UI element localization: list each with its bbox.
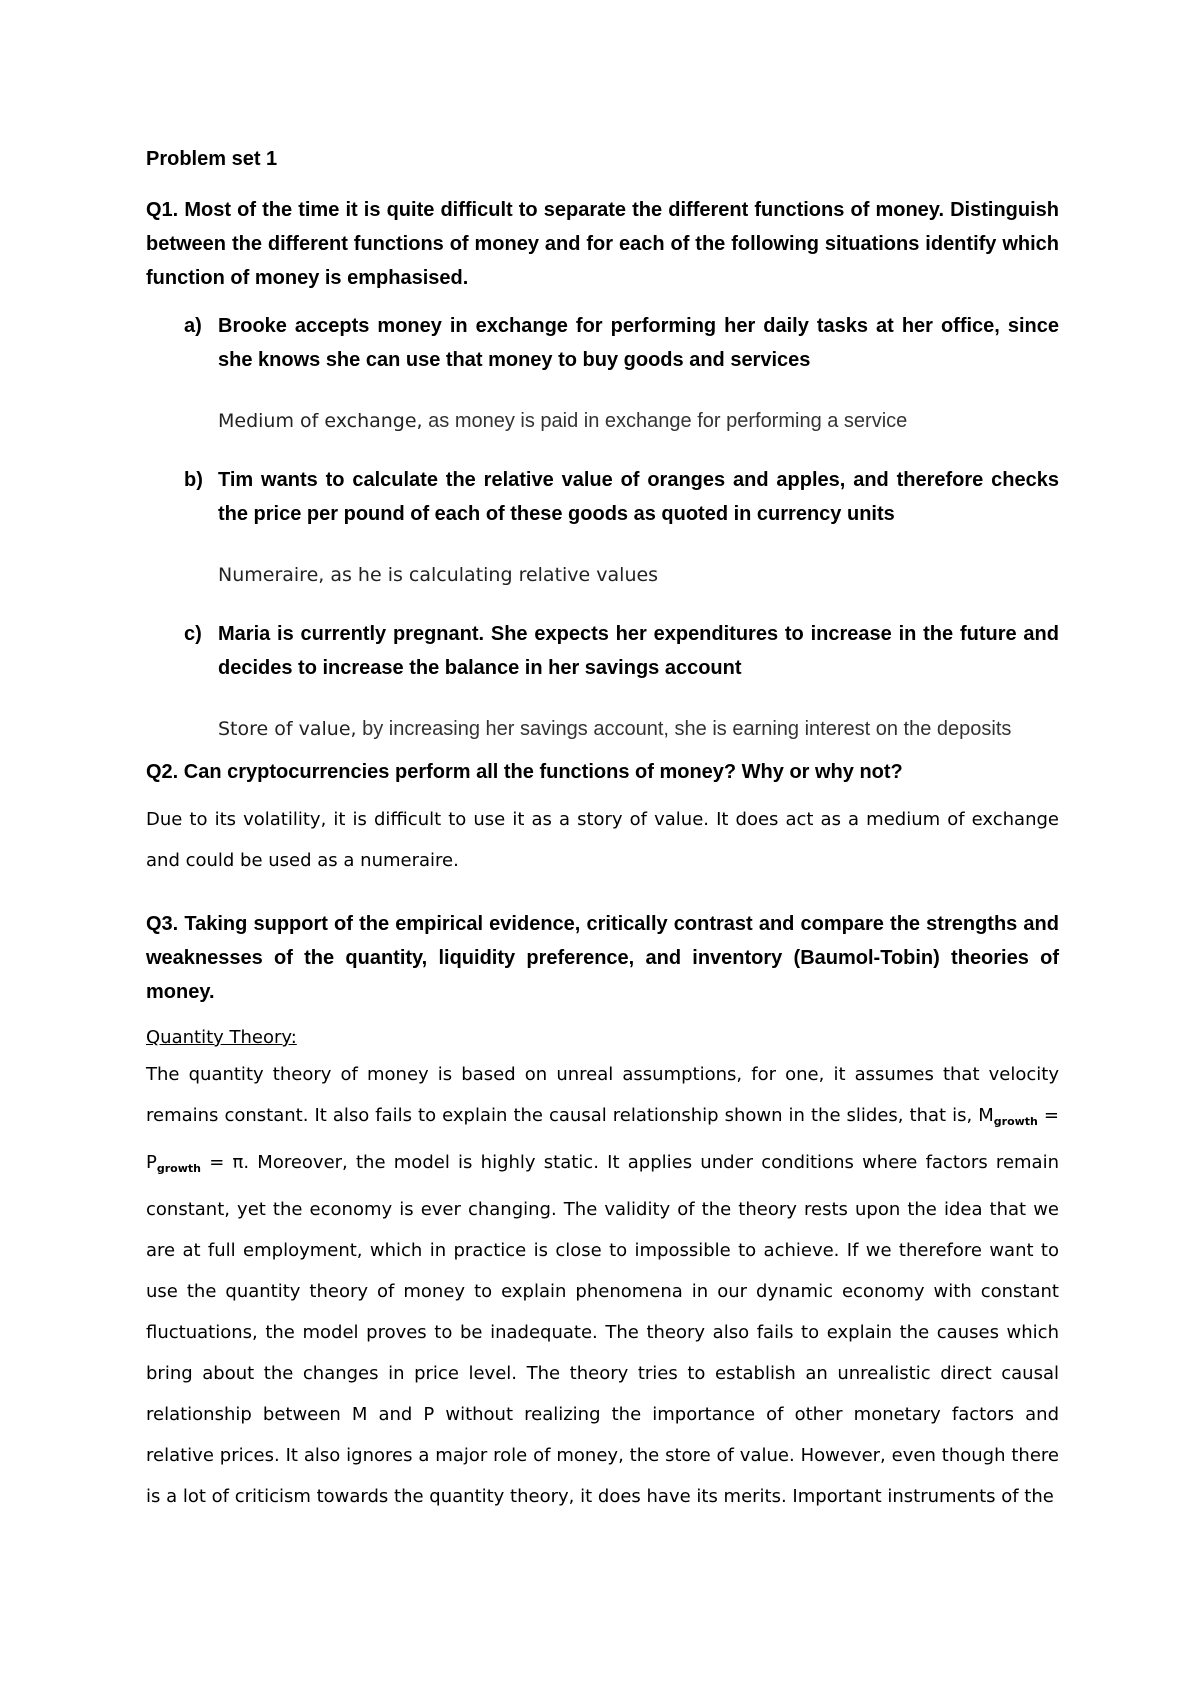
para-part1: The quantity theory of money is based on unreal assumptions, for one, it assumes that velocity remains constant. It also fails to explain the causal relationship shown in the slides, that is, M	[146, 1064, 1059, 1126]
q3-prompt: Q3. Taking support of the empirical evidence, critically contrast and compare the strengths and weaknesses of the quantity, liquidity preference, and inventory (Baumol-Tobin) theories of money.	[146, 913, 1059, 1003]
item-question: Brooke accepts money in exchange for performing her daily tasks at her office, since she knows she can use that money to buy goods and services	[218, 315, 1059, 371]
q1-item-a	[146, 309, 1059, 377]
answer-lead: Store of value,	[218, 718, 357, 740]
q1-answer-c	[146, 715, 1059, 743]
item-marker: a)	[184, 315, 202, 337]
item-marker: c)	[184, 623, 202, 645]
item-question: Tim wants to calculate the relative value of oranges and apples, and therefore checks the price per pound of each of these goods as quoted in currency units	[218, 469, 1059, 525]
q1-prompt: Q1. Most of the time it is quite difficult to separate the different functions of money. Distinguish between the different functions of money and for each of the following situations identify which function of money is emphasised.	[146, 199, 1059, 289]
q1-answer-a	[146, 407, 1059, 435]
section-heading-quantity-theory: Quantity Theory:	[146, 1027, 297, 1048]
item-question: Maria is currently pregnant. She expects her expenditures to increase in the future and decides to increase the balance in her savings account	[218, 623, 1059, 679]
answer-lead: Numeraire, as he is calculating relative values	[218, 564, 659, 586]
q2-answer: Due to its volatility, it is difficult to use it as a story of value. It does act as a medium of exchange and could be used as a numeraire.	[146, 809, 1059, 871]
item-marker: b)	[184, 469, 203, 491]
answer-rest: by increasing her savings account, she is earning interest on the deposits	[356, 718, 1012, 740]
document-content	[146, 148, 1059, 1517]
subscript-growth-m: growth	[993, 1115, 1038, 1128]
para-part2: = π. Moreover, the model is highly static. It applies under conditions where factors remain constant, yet the economy is ever changing. The validity of the theory rests upon the idea that we are at full employment, which in practice is close to impossible to achieve. If we therefore want to use the quantity theory of money to explain phenomena in our dynamic economy with constant fluctuations, the model proves to be inadequate. The theory also fails to explain the causes which bring about the changes in price level. The theory tries to establish an unrealistic direct causal relationship between M and P without realizing the importance of other monetary factors and relative prices. It also ignores a major role of money, the store of value. However, even though there is a lot of criticism towards the quantity theory, it does have its merits. Important instruments of the	[146, 1152, 1059, 1507]
q1-item-b	[146, 463, 1059, 531]
page-title: Problem set 1	[146, 148, 278, 170]
answer-rest: as money is paid in exchange for performing a service	[422, 410, 908, 432]
q1-item-c	[146, 617, 1059, 685]
answer-lead: Medium of exchange,	[218, 410, 423, 432]
q2-prompt: Q2. Can cryptocurrencies perform all the functions of money? Why or why not?	[146, 761, 903, 783]
q1-answer-b	[146, 561, 1059, 589]
quantity-theory-paragraph	[146, 1054, 1059, 1517]
subscript-growth-p: growth	[156, 1162, 201, 1175]
eq-mid: = P	[146, 1105, 1059, 1173]
